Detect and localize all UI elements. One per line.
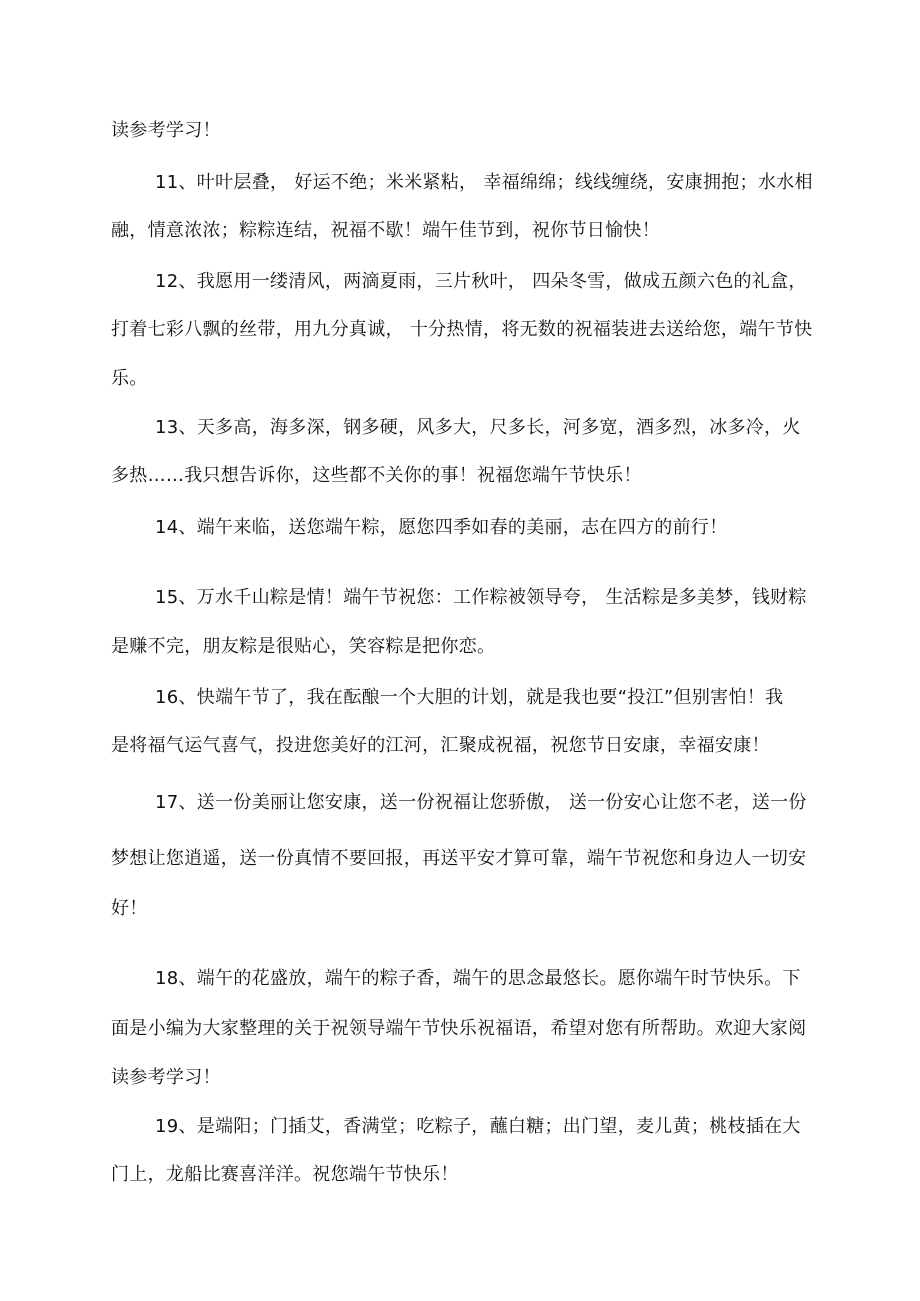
text-line: 16、快端午节了，我在酝酿一个大胆的计划，就是我也要“投江”但别害怕！我 bbox=[155, 687, 784, 708]
text-line: 读参考学习！ bbox=[111, 1067, 221, 1088]
text-line: 14、端午来临，送您端午粽，愿您四季如春的美丽，志在四方的前行！ bbox=[155, 517, 728, 538]
text-line: 乐。 bbox=[111, 368, 148, 389]
text-line: 打着七彩八飘的丝带，用九分真诚， 十分热情，将无数的祝福装进去送给您，端午节快 bbox=[111, 319, 813, 340]
text-line: 门上，龙船比赛喜洋洋。祝您端午节快乐！ bbox=[111, 1164, 459, 1185]
text-line: 读参考学习！ bbox=[111, 120, 221, 141]
text-line: 11、叶叶层叠， 好运不绝；米米紧粘， 幸福绵绵；线线缠绕，安康拥抱；水水相 bbox=[155, 172, 813, 193]
text-line: 好！ bbox=[111, 898, 148, 919]
text-line: 面是小编为大家整理的关于祝领导端午节快乐祝福语，希望对您有所帮助。欢迎大家阅 bbox=[111, 1018, 807, 1039]
text-line: 17、送一份美丽让您安康，送一份祝福让您骄傲， 送一份安心让您不老，送一份 bbox=[155, 792, 807, 813]
text-line: 多热……我只想告诉你，这些都不关你的事！祝福您端午节快乐！ bbox=[111, 465, 642, 486]
text-line: 13、天多高，海多深，钢多硬，风多大，尺多长，河多宽，酒多烈，冰多冷，火 bbox=[155, 417, 801, 438]
text-line: 15、万水千山粽是情！端午节祝您：工作粽被领导夸， 生活粽是多美梦，钱财粽 bbox=[155, 587, 807, 608]
text-line: 19、是端阳；门插艾，香满堂；吃粽子，蘸白糖；出门望，麦儿黄；桃枝插在大 bbox=[155, 1116, 801, 1137]
text-line: 12、我愿用一缕清风，两滴夏雨，三片秋叶， 四朵冬雪，做成五颜六色的礼盒， bbox=[155, 271, 807, 292]
text-line: 是赚不完，朋友粽是很贴心，笑容粽是把你恋。 bbox=[111, 636, 496, 657]
text-line: 融，情意浓浓；粽粽连结，祝福不歇！端午佳节到，祝你节日愉快！ bbox=[111, 220, 660, 241]
text-line: 梦想让您逍遥，送一份真情不要回报，再送平安才算可靠，端午节祝您和身边人一切安 bbox=[111, 848, 807, 869]
text-line: 是将福气运气喜气，投进您美好的江河，汇聚成祝福，祝您节日安康，幸福安康！ bbox=[111, 735, 770, 756]
text-line: 18、端午的花盛放，端午的粽子香，端午的思念最悠长。愿你端午时节快乐。下 bbox=[155, 968, 801, 989]
